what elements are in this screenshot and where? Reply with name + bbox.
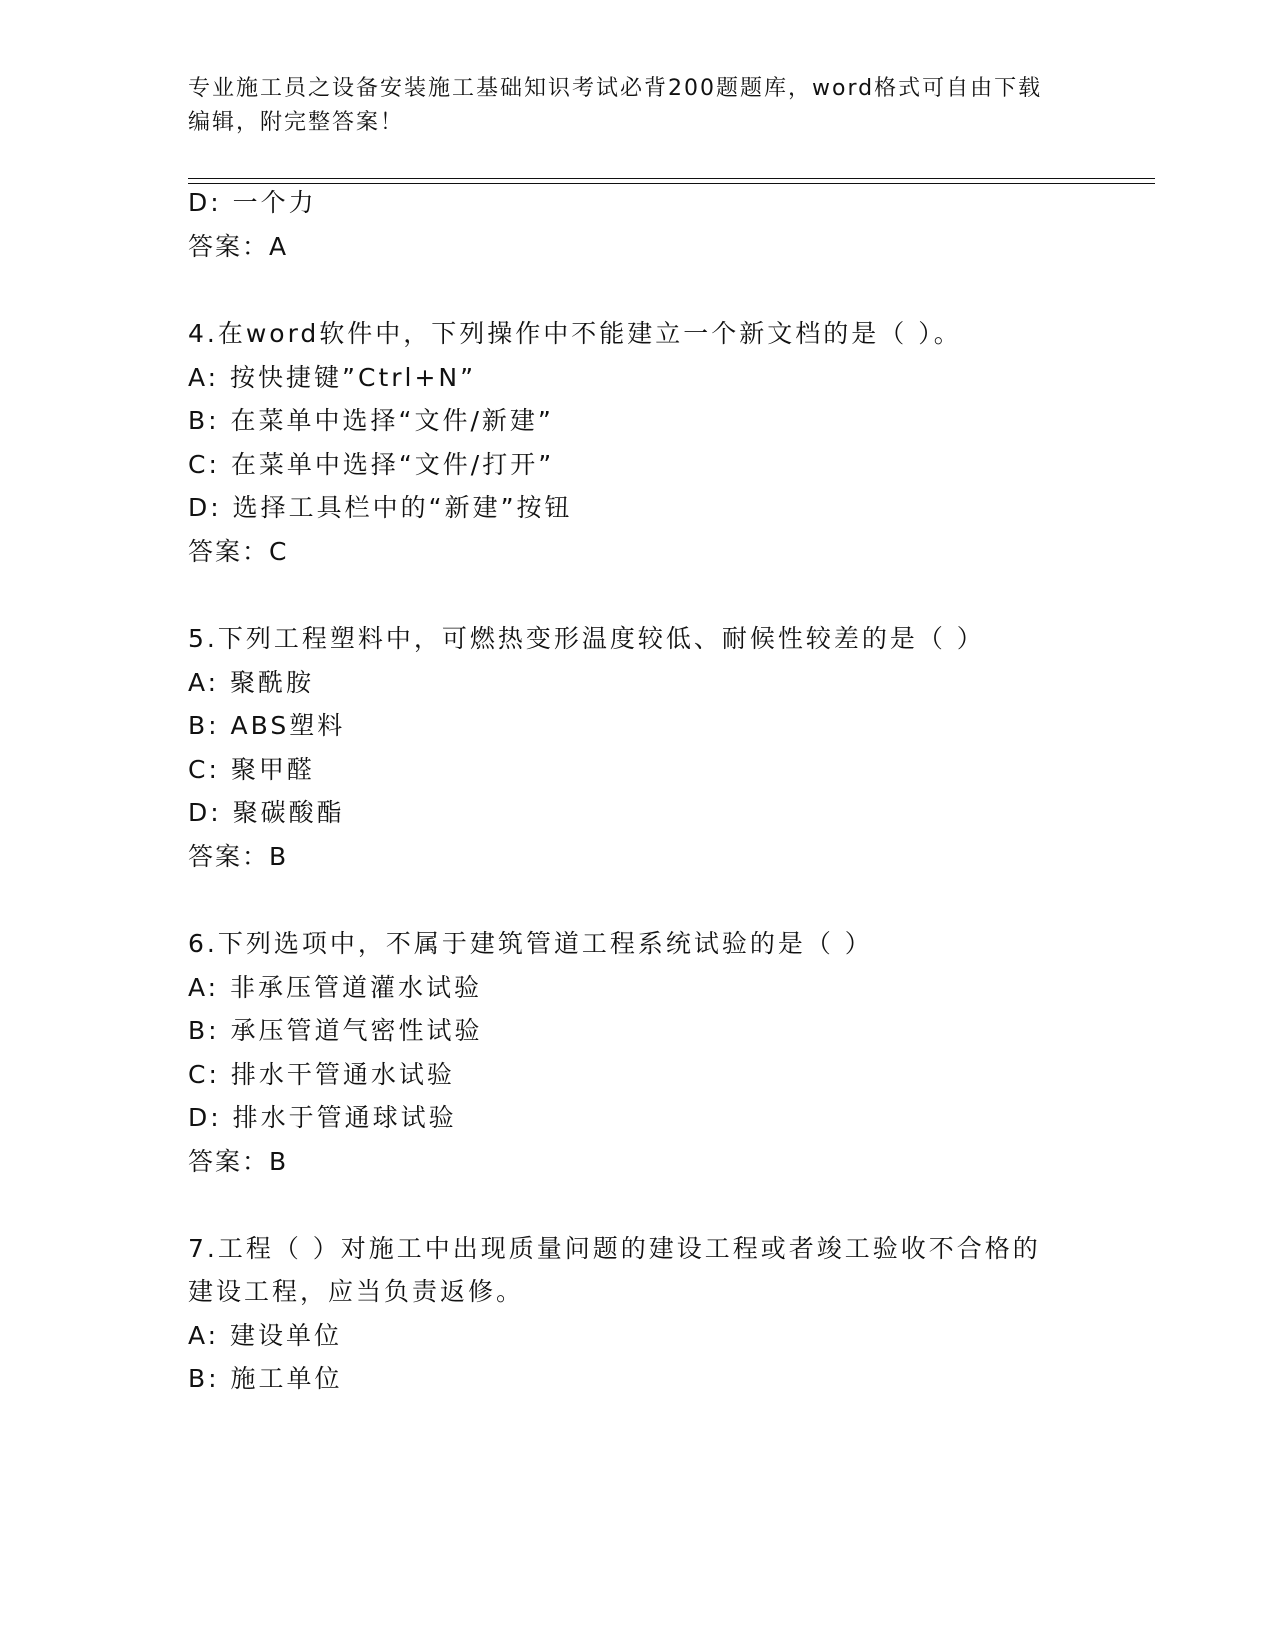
q5-option-c: C: 聚甲醛 xyxy=(188,755,315,784)
q5-stem: 5.下列工程塑料中，可燃热变形温度较低、耐候性较差的是（ ） xyxy=(188,624,985,653)
q7-stem-line-2: 建设工程，应当负责返修。 xyxy=(188,1277,525,1306)
q4-option-b: B: 在菜单中选择“文件/新建” xyxy=(188,406,554,435)
q7-stem-line-1: 7.工程（ ）对施工中出现质量问题的建设工程或者竣工验收不合格的 xyxy=(188,1234,1041,1263)
q6-option-c: C: 排水干管通水试验 xyxy=(188,1060,455,1089)
q6-option-b: B: 承压管道气密性试验 xyxy=(188,1016,483,1045)
q6-answer: 答案：B xyxy=(188,1147,289,1176)
header-divider-top xyxy=(188,178,1155,179)
header-line-2: 编辑，附完整答案！ xyxy=(188,110,405,135)
document-header xyxy=(188,72,1088,140)
q4-option-c: C: 在菜单中选择“文件/打开” xyxy=(188,450,555,479)
q4-option-a: A: 按快捷键”Ctrl+N” xyxy=(188,363,477,392)
q4-option-d: D: 选择工具栏中的“新建”按钮 xyxy=(188,493,573,522)
q4-stem: 4.在word软件中，下列操作中不能建立一个新文档的是（ ）。 xyxy=(188,319,962,348)
q5-option-a: A: 聚酰胺 xyxy=(188,668,315,697)
prev-answer: 答案：A xyxy=(188,232,289,261)
q5-answer: 答案：B xyxy=(188,842,289,871)
q5-option-b: B: ABS塑料 xyxy=(188,711,346,740)
q4-answer: 答案：C xyxy=(188,537,289,566)
q7-option-a: A: 建设单位 xyxy=(188,1321,343,1350)
q6-option-d: D: 排水于管通球试验 xyxy=(188,1103,457,1132)
q6-stem: 6.下列选项中，不属于建筑管道工程系统试验的是（ ） xyxy=(188,929,873,958)
q5-option-d: D: 聚碳酸酯 xyxy=(188,798,345,827)
q6-option-a: A: 非承压管道灌水试验 xyxy=(188,973,483,1002)
prev-option-d: D: 一个力 xyxy=(188,188,317,217)
q7-option-b: B: 施工单位 xyxy=(188,1364,343,1393)
header-divider-bottom xyxy=(188,183,1155,184)
header-line-1: 专业施工员之设备安装施工基础知识考试必背200题题库，word格式可自由下载 xyxy=(188,76,1043,101)
